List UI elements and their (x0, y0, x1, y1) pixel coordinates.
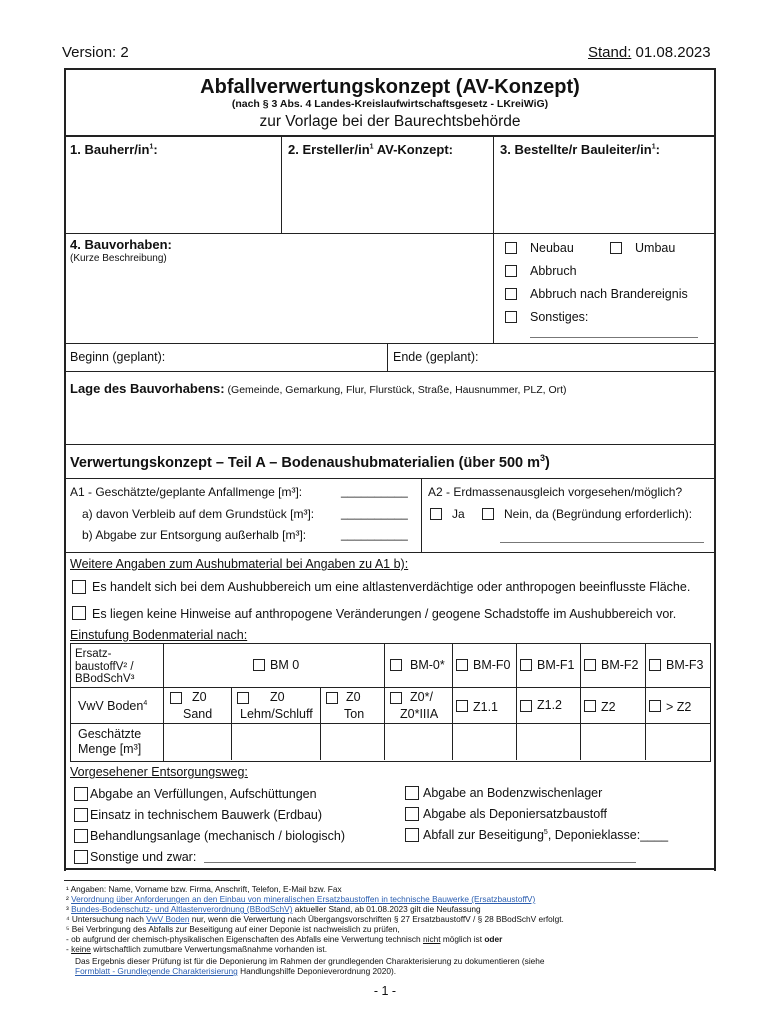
behandlung-label: Behandlungsanlage (mechanisch / biologisch) (90, 829, 346, 843)
table-col (580, 687, 581, 723)
behandlung-checkbox[interactable] (74, 829, 88, 843)
beseitigung-label: Abfall zur Beseitigung$^5$, Deponieklasse:____ (423, 828, 669, 842)
table-col (320, 723, 321, 760)
sonstige-checkbox[interactable] (74, 850, 88, 864)
bbodschv-link[interactable]: Bundes-Bodenschutz- und Altlastenverordnung (BBodSchV) (71, 904, 293, 914)
divider (64, 444, 714, 445)
deponieersatz-label: Abgabe als Deponiersatzbaustoff (423, 807, 607, 821)
table-col (516, 643, 517, 687)
z0-lehm-label: Z0 (270, 690, 285, 704)
bmf3-checkbox[interactable] (649, 659, 661, 671)
a1-label: A1 - Geschätzte/geplante Anfallmenge [m³]: (70, 485, 303, 499)
table-col (645, 643, 646, 687)
bmf2-checkbox[interactable] (584, 659, 596, 671)
stand-date (588, 44, 711, 61)
bm0-label: BM 0 (270, 658, 300, 672)
form-purpose: zur Vorlage bei der Baurechtsbehörde (259, 113, 521, 130)
a1b-label: b) Abgabe zur Entsorgung außerhalb [m³]: (82, 528, 307, 542)
abbruch-label: Abbruch (530, 264, 577, 278)
z0-sand-checkbox[interactable] (170, 692, 182, 704)
a1a-label: a) davon Verbleib auf dem Grundstück [m³]: (82, 507, 315, 521)
abbruch-brand-checkbox[interactable] (505, 288, 517, 300)
table-col (645, 723, 646, 760)
neubau-label: Neubau (530, 241, 574, 255)
bauleiter-field[interactable]: 3. Bestellte/r Bauleiter/$in^1$: (500, 142, 660, 157)
altlasten-checkbox[interactable] (72, 580, 86, 594)
table-col (231, 687, 232, 723)
neubau-checkbox[interactable] (505, 242, 517, 254)
divider (281, 135, 282, 233)
sonstiges-input[interactable] (530, 337, 698, 338)
bmf2-label: BM-F2 (601, 658, 639, 672)
divider (64, 478, 714, 479)
z12-checkbox[interactable] (520, 700, 532, 712)
ja-checkbox[interactable] (430, 508, 442, 520)
z2-checkbox[interactable] (584, 700, 596, 712)
footnote-1: ¹ Angaben: Name, Vorname bzw. Firma, Anschrift, Telefon, E-Mail bzw. Fax (66, 884, 342, 894)
divider (493, 233, 494, 343)
bmf1-checkbox[interactable] (520, 659, 532, 671)
z0star-sub: Z0*IIIA (400, 707, 439, 721)
menge-label: Geschätzte Menge [m³] (78, 727, 142, 756)
stand-value: 01.08.2023 (631, 44, 711, 61)
table-col (580, 643, 581, 687)
version-label: Version: 2 (62, 44, 129, 61)
a1-input[interactable]: __________ (341, 484, 408, 498)
altlasten-label: Es handelt sich bei dem Aushubbereich um eine altlastenverdächtige oder anthropogen beeinflusste Fläche. (92, 580, 691, 594)
ja-label: Ja (452, 507, 465, 521)
nein-checkbox[interactable] (482, 508, 494, 520)
z11-checkbox[interactable] (456, 700, 468, 712)
a2-label: A2 - Erdmassenausgleich vorgesehen/möglich? (428, 485, 683, 499)
ersatzbaustoff-label: Ersatz- baustoffV² / BBodSchV³ (75, 648, 135, 685)
erdbau-checkbox[interactable] (74, 808, 88, 822)
divider (421, 478, 422, 552)
divider (64, 552, 714, 553)
z0star-label: Z0*/ (410, 690, 433, 704)
divider (64, 371, 714, 372)
beginn-field[interactable]: Beginn (geplant): (70, 350, 166, 364)
abbruch-checkbox[interactable] (505, 265, 517, 277)
divider (493, 135, 494, 233)
nein-label: Nein, da (Begründung erforderlich): (504, 507, 693, 521)
table-col (320, 687, 321, 723)
form-title: Abfallverwertungskonzept (AV-Konzept) (200, 76, 580, 98)
table-col (580, 723, 581, 760)
z0-lehm-sub: Lehm/Schluff (240, 707, 313, 721)
divider (64, 233, 714, 234)
gt-z2-checkbox[interactable] (649, 700, 661, 712)
einstufung-heading: Einstufung Bodenmaterial nach: (70, 628, 248, 642)
abbruch-brand-label: Abbruch nach Brandereignis (530, 287, 688, 301)
nein-reason-input[interactable] (500, 542, 704, 543)
bauherr-field[interactable]: 1. Bauherr/$in^1$: (70, 142, 158, 157)
a1b-input[interactable]: __________ (341, 527, 408, 541)
page-number: - 1 - (373, 984, 397, 998)
table-col (231, 723, 232, 760)
z0-ton-sub: Ton (344, 707, 365, 721)
ende-field[interactable]: Ende (geplant): (393, 350, 479, 364)
weitere-heading: Weitere Angaben zum Aushubmaterial bei Angaben zu A1 b): (70, 557, 409, 571)
footnote-3: ³ Bundes-Bodenschutz- und Altlastenverordnung (BBodSchV) aktueller Stand, ab 01.08.2023 gilt die Neufassung (66, 904, 481, 914)
z0-sand-label: Z0 (192, 690, 207, 704)
gt-z2-label: > Z2 (666, 700, 692, 714)
vwv-boden-label: VwV Boden$^4$ (78, 699, 148, 713)
z11-label: Z1.1 (473, 700, 499, 714)
table-col (452, 687, 453, 723)
ersatzbaustoffv-link[interactable]: Verordnung über Anforderungen an den Einbau von mineralischen Ersatzbaustoffen in technische Bauwerke (ErsatzbaustoffV) (71, 894, 536, 904)
erdbau-label: Einsatz in technischem Bauwerk (Erdbau) (90, 808, 323, 822)
entsorgung-heading: Vorgesehener Entsorgungsweg: (70, 765, 248, 779)
sonstiges-checkbox[interactable] (505, 311, 517, 323)
footnote-rule (64, 880, 240, 881)
bauvorhaben-hint: (Kurze Beschreibung) (70, 253, 167, 264)
table-col (516, 723, 517, 760)
footnote-7: Formblatt - Grundlegende Charakterisierung Handlungshilfe Deponieverordnung 2020). (75, 966, 397, 976)
divider (64, 343, 714, 344)
ersteller-field[interactable]: 2. Ersteller/$in^1$ AV-Konzept: (288, 142, 453, 157)
divider (64, 135, 714, 137)
zwischenlager-label: Abgabe an Bodenzwischenlager (423, 786, 603, 800)
beseitigung-checkbox[interactable] (405, 828, 419, 842)
a1a-input[interactable]: __________ (341, 506, 408, 520)
sonstige-label: Sonstige und zwar: (90, 850, 197, 864)
table-col (384, 643, 385, 687)
bmf0-checkbox[interactable] (456, 659, 468, 671)
verfuellung-checkbox[interactable] (74, 787, 88, 801)
table-col (645, 687, 646, 723)
footnote-2: ² Verordnung über Anforderungen an den Einbau von mineralischen Ersatzbaustoffen in technische Bauwerke (ErsatzbaustoffV) (66, 894, 536, 904)
vwv-boden-link[interactable]: VwV Boden (146, 914, 190, 924)
table-col (163, 643, 164, 761)
keine-hinweise-checkbox[interactable] (72, 606, 86, 620)
sonstiges-label: Sonstiges: (530, 310, 589, 324)
bauvorhaben-label: 4. Bauvorhaben: (70, 237, 172, 252)
deponieersatz-checkbox[interactable] (405, 807, 419, 821)
footnote-5a: - ob aufgrund der chemisch-physikalischen Eigenschaften des Abfalls eine Verwertung technisch nicht möglich ist oder (66, 934, 503, 944)
table-col (452, 643, 453, 687)
z0-ton-checkbox[interactable] (326, 692, 338, 704)
stand-label: Stand: (588, 44, 632, 61)
umbau-checkbox[interactable] (610, 242, 622, 254)
table-row (70, 723, 711, 724)
zwischenlager-checkbox[interactable] (405, 786, 419, 800)
footnote-6: Das Ergebnis dieser Prüfung ist für die Deponierung im Rahmen der grundlegenden Charakterisierung zu dokumentieren (siehe (75, 956, 545, 966)
sonstige-input[interactable] (204, 862, 636, 863)
z0-sand-sub: Sand (183, 707, 213, 721)
bm0-checkbox[interactable] (253, 659, 265, 671)
footnote-5b: - keine wirtschaftlich zumutbare Verwertungsmaßnahme vorhanden ist. (66, 944, 328, 954)
table-col (384, 723, 385, 760)
keine-hinweise-label: Es liegen keine Hinweise auf anthropogene Veränderungen / geogene Schadstoffe im Aushubbereich vor. (92, 607, 677, 621)
z0-lehm-checkbox[interactable] (237, 692, 249, 704)
z0star-checkbox[interactable] (390, 692, 402, 704)
z2-label: Z2 (601, 700, 616, 714)
table-row (70, 687, 711, 688)
umbau-label: Umbau (635, 241, 676, 255)
table-col (516, 687, 517, 723)
form-subtitle: (nach § 3 Abs. 4 Landes-Kreislaufwirtschaftsgesetz - LKreiWiG) (231, 98, 549, 110)
bmf0-label: BM-F0 (473, 658, 511, 672)
bmf3-label: BM-F3 (666, 658, 704, 672)
footnote-5: ⁵ Bei Verbringung des Abfalls zur Beseitigung auf einer Deponie ist nachweislich zu prüfen, (66, 924, 400, 934)
bmf1-label: BM-F1 (537, 658, 575, 672)
verfuellung-label: Abgabe an Verfüllungen, Aufschüttungen (90, 787, 317, 801)
bm0star-checkbox[interactable] (390, 659, 402, 671)
lage-field[interactable]: Lage des Bauvorhabens: (Gemeinde, Gemarkung, Flur, Flurstück, Straße, Hausnummer, PLZ, Ort) (70, 381, 567, 396)
table-col (452, 723, 453, 760)
teil-a-title: Verwertungskonzept – Teil A – Bodenaushubmaterialien (über 500 $m^3$) (70, 453, 550, 471)
z0-ton-label: Z0 (346, 690, 361, 704)
footnote-4: ⁴ Untersuchung nach VwV Boden nur, wenn die Verwertung nach Übergangsvorschriften § 27 ErsatzbaustoffV / § 28 BBodSchV erfolgt. (66, 914, 564, 924)
formblatt-link[interactable]: Formblatt - Grundlegende Charakterisierung (75, 966, 238, 976)
form-bottom (64, 868, 714, 870)
divider (387, 343, 388, 371)
bm0star-label: BM-0* (410, 658, 445, 672)
z12-label: Z1.2 (537, 698, 563, 712)
table-col (384, 687, 385, 723)
